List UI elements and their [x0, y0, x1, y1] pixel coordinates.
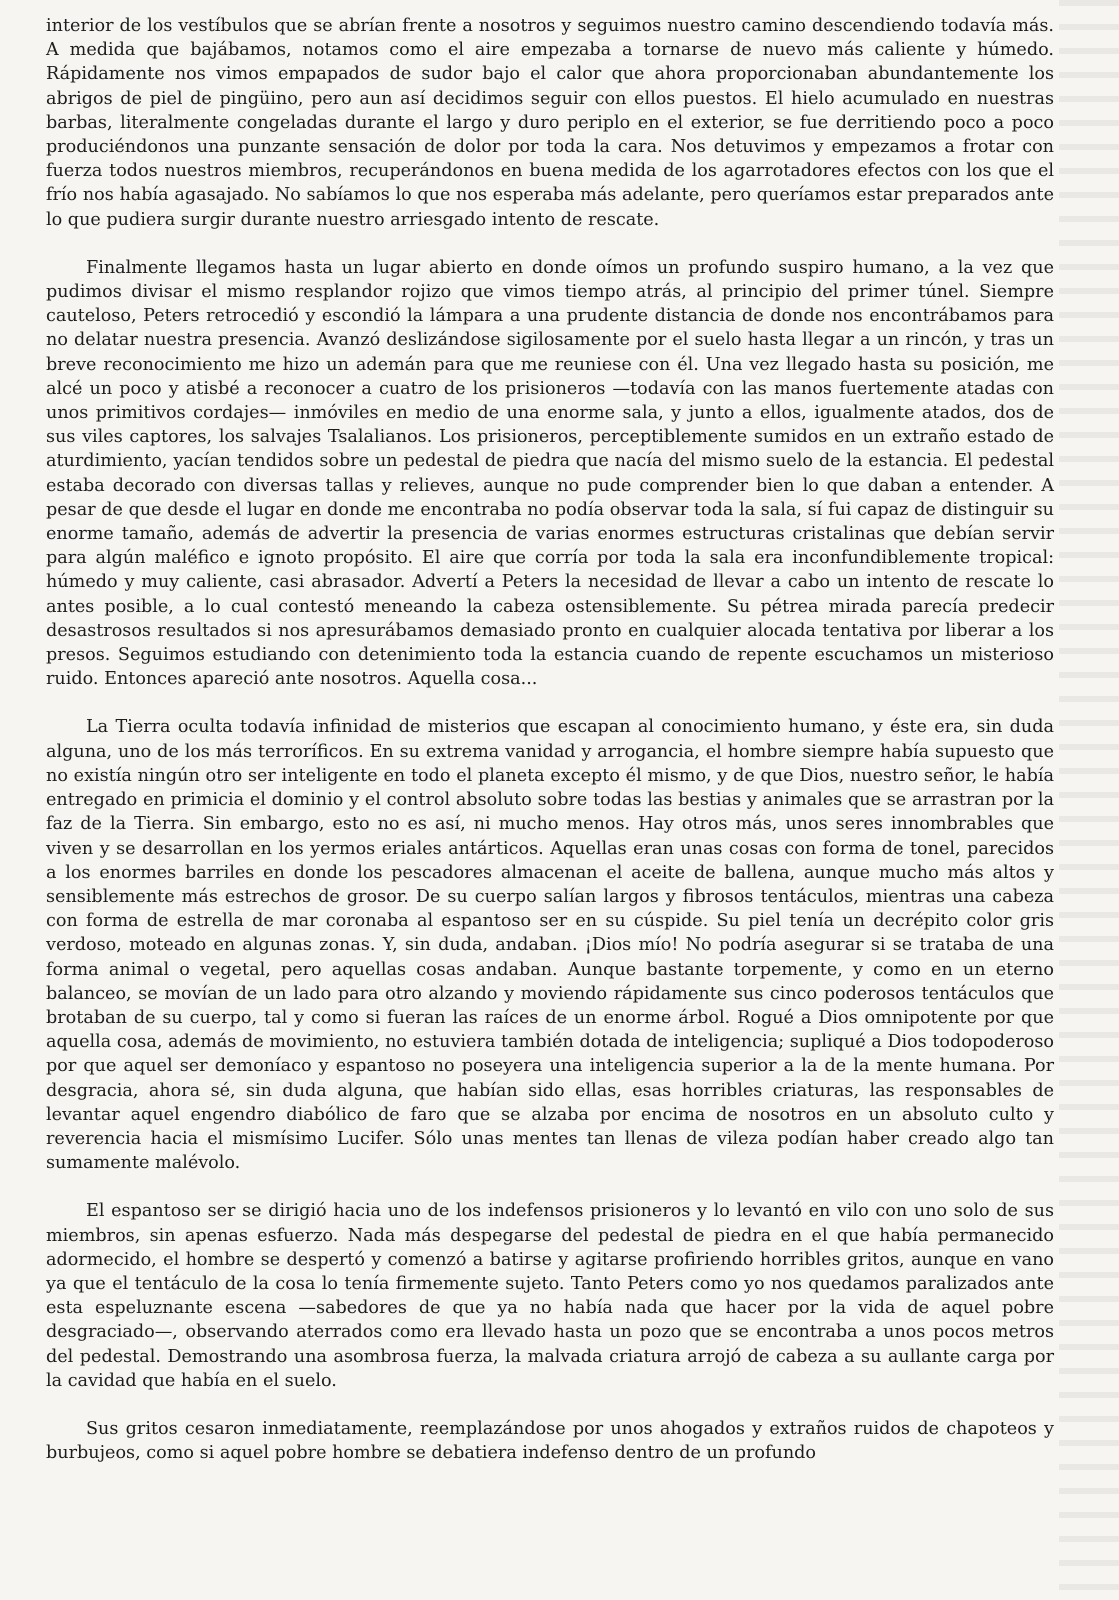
paragraph-2: Finalmente llegamos hasta un lugar abierto en donde oímos un profundo suspiro humano, a la vez que pudimos divisar el mismo resplandor rojizo que vimos tiempo atrás, al principio del primer túnel. Siempre cauteloso, Peters retrocedió y escondió la lámpara a una prudente distancia de donde nos encontrábamos para no delatar nuestra presencia. Avanzó deslizándose sigilosamente por el suelo hasta llegar a un rincón, y tras un breve reconocimiento me hizo un ademán para que me reuniese con él. Una vez llegado hasta su posición, me alcé un poco y atisbé a reconocer a cuatro de los prisioneros —todavía con las manos fuertemente atadas con unos primitivos cordajes— inmóviles en medio de una enorme sala, y junto a ellos, igualmente atados, dos de sus viles captores, los salvajes Tsalalianos. Los prisioneros, perceptiblemente sumidos en un extraño estado de aturdimiento, yacían tendidos sobre un pedestal de piedra que nacía del mismo suelo de la estancia. El pedestal estaba decorado con diversas tallas y relieves, aunque no pude comprender bien lo que daban a entender. A pesar de que desde el lugar en donde me encontraba no podía observar toda la sala, sí fui capaz de distinguir su enorme tamaño, además de advertir la presencia de varias enormes estructuras cristalinas que debían servir para algún maléfico e ignoto propósito. El aire que corría por toda la sala era inconfundiblemente tropical: húmedo y muy caliente, casi abrasador. Advertí a Peters la necesidad de llevar a cabo un intento de rescate lo antes posible, a lo cual contestó meneando la cabeza ostensiblemente. Su pétrea mirada parecía predecir desastrosos resultados si nos apresurábamos demasiado pronto en cualquier alocada tentativa por liberar a los presos. Seguimos estudiando con detenimiento toda la estancia cuando de repente escuchamos un misterioso ruido. Entonces apareció ante nosotros. Aquella cosa... [46, 257, 1054, 690]
paragraph-4: El espantoso ser se dirigió hacia uno de los indefensos prisioneros y lo levantó en vilo con uno solo de sus miembros, sin apenas esfuerzo. Nada más despegarse del pedestal de piedra en el que había permanecido adormecido, el hombre se despertó y comenzó a batirse y agitarse profiriendo horribles gritos, aunque en vano ya que el tentáculo de la cosa lo tenía firmemente sujeto. Tanto Peters como yo nos quedamos paralizados ante esta espeluznante escena —sabedores de que ya no había nada que hacer por la vida de aquel pobre desgraciado—, observando aterrados como era llevado hasta un pozo que se encontraba a unos pocos metros del pedestal. Demostrando una asombrosa fuerza, la malvada criatura arrojó de cabeza a su aullante carga por la cavidad que había en el suelo. [46, 1201, 1054, 1391]
body-text [46, 14, 1054, 1489]
paragraph-1: interior de los vestíbulos que se abrían frente a nosotros y seguimos nuestro camino descendiendo todavía más. A medida que bajábamos, notamos como el aire empezaba a tornarse de nuevo más caliente y húmedo. Rápidamente nos vimos empapados de sudor bajo el calor que ahora proporcionaban abundantemente los abrigos de piel de pingüino, pero aun así decidimos seguir con ellos puestos. El hielo acumulado en nuestras barbas, literalmente congeladas durante el largo y duro periplo en el exterior, se fue derritiendo poco a poco produciéndonos una punzante sensación de dolor por toda la cara. Nos detuvimos y empezamos a frotar con fuerza todos nuestros miembros, recuperándonos en buena medida de los agarrotadores efectos con los que el frío nos había agasajado. No sabíamos lo que nos esperaba más adelante, pero queríamos estar preparados ante lo que pudiera surgir durante nuestro arriesgado intento de rescate. [46, 16, 1054, 230]
bleed-through-margin [1059, 0, 1119, 1600]
paragraph-5: Sus gritos cesaron inmediatamente, reemplazándose por unos ahogados y extraños ruidos de chapoteos y burbujeos, como si aquel pobre hombre se debatiera indefenso dentro de un profundo [46, 1418, 1054, 1464]
paragraph-3: La Tierra oculta todavía infinidad de misterios que escapan al conocimiento humano, y éste era, sin duda alguna, uno de los más terroríficos. En su extrema vanidad y arrogancia, el hombre siempre había supuesto que no existía ningún otro ser inteligente en todo el planeta excepto él mismo, y de que Dios, nuestro señor, le había entregado en primicia el dominio y el control absoluto sobre todas las bestias y animales que se arrastran por la faz de la Tierra. Sin embargo, esto no es así, ni mucho menos. Hay otros más, unos seres innombrables que viven y se desarrollan en los yermos eriales antárticos. Aquellas eran unas cosas con forma de tonel, parecidos a los enormes barriles en donde los pescadores almacenan el aceite de ballena, aunque mucho más altos y sensiblemente más estrechos de grosor. De su cuerpo salían largos y fibrosos tentáculos, mientras una cabeza con forma de estrella de mar coronaba al espantoso ser en su cúspide. Su piel tenía un decrépito color gris verdoso, moteado en algunas zonas. Y, sin duda, andaban. ¡Dios mío! No podría asegurar si se trataba de una forma animal o vegetal, pero aquellas cosas andaban. Aunque bastante torpemente, y como en un eterno balanceo, se movían de un lado para otro alzando y moviendo rápidamente sus cinco poderosos tentáculos que brotaban de su cuerpo, tal y como si fueran las raíces de un enorme árbol. Rogué a Dios omnipotente por que aquella cosa, además de movimiento, no estuviera también dotada de inteligencia; supliqué a Dios todopoderoso por que aquel ser demoníaco y espantoso no poseyera una inteligencia superior a la de la mente humana. Por desgracia, ahora sé, sin duda alguna, que habían sido ellas, esas horribles criaturas, las responsables de levantar aquel engendro diabólico de faro que se alzaba por encima de nosotros en un absoluto culto y reverencia hacia el mismísimo Lucifer. Sólo unas mentes tan llenas de vileza podían haber creado algo tan sumamente malévolo. [46, 717, 1054, 1174]
